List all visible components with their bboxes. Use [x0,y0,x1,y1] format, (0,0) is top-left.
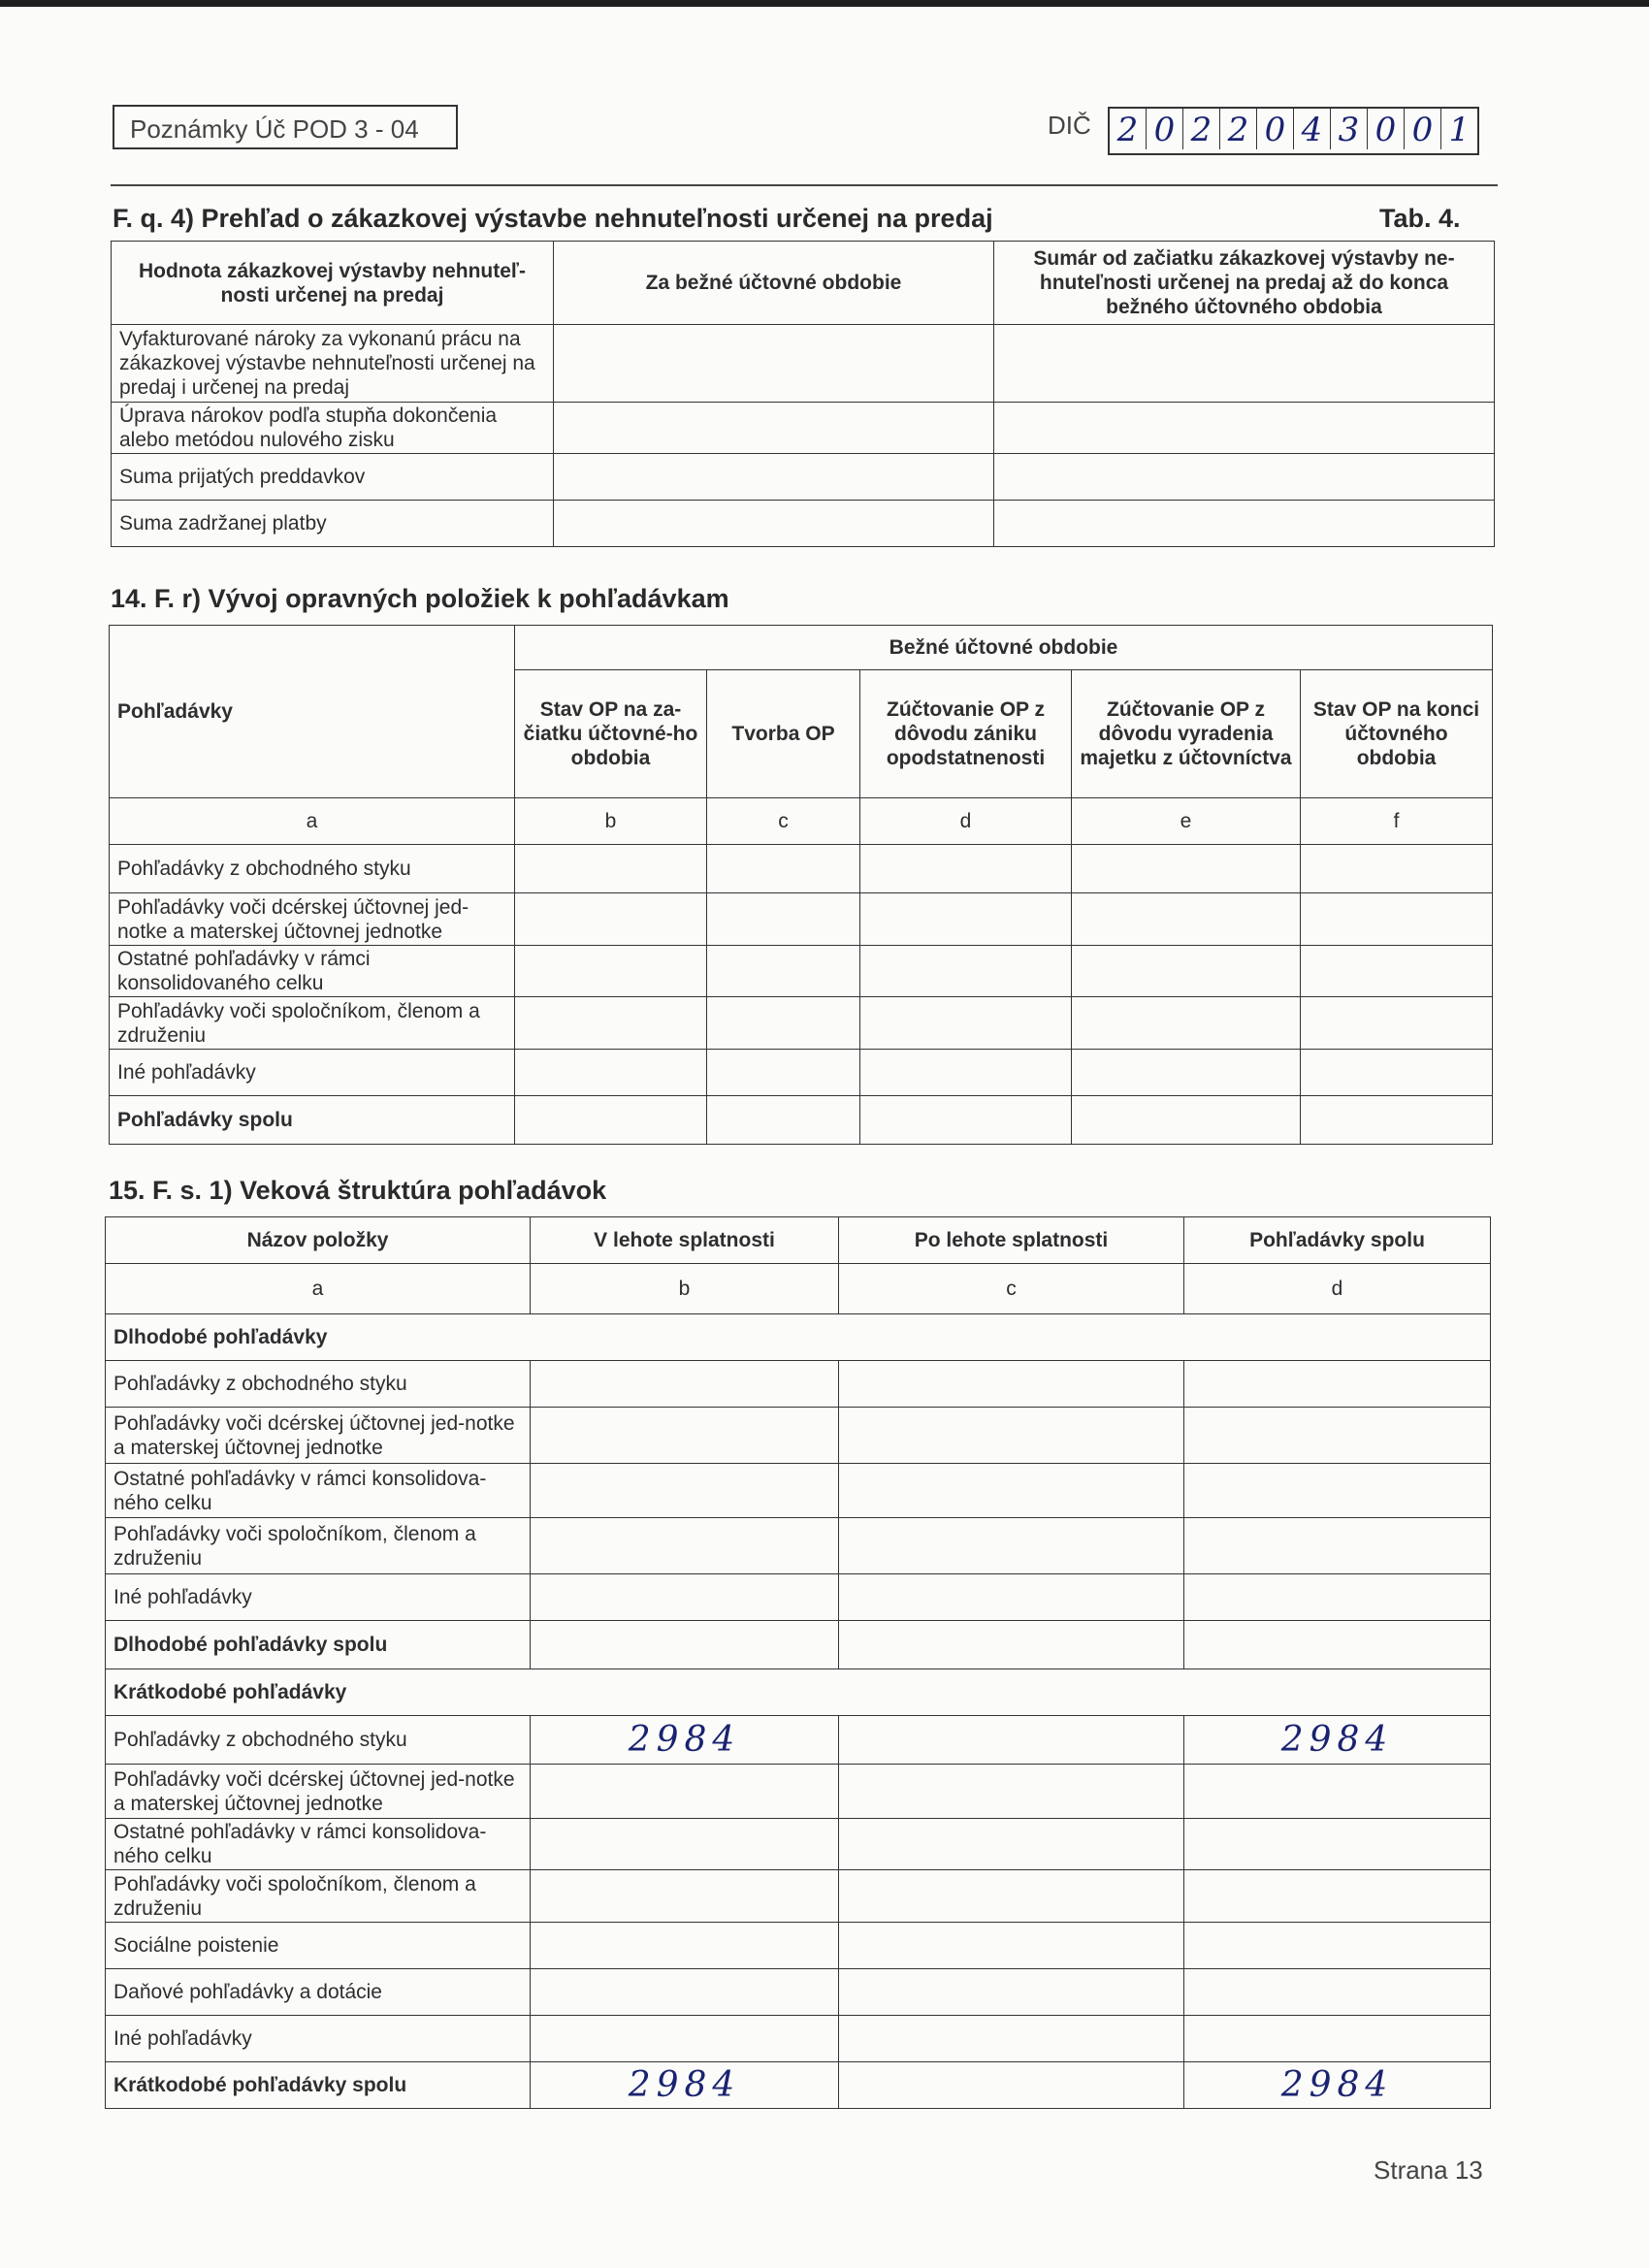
column-header: Za bežné účtovné obdobie [554,242,994,325]
input-cell[interactable] [707,845,860,893]
input-cell[interactable] [1184,1408,1491,1464]
group-heading-long-term: Dlhodobé pohľadávky [106,1314,1491,1361]
input-cell[interactable] [707,997,860,1050]
column-letter: b [531,1264,839,1314]
row-label: Pohľadávky z obchodného styku [106,1716,531,1765]
input-cell[interactable] [554,403,994,454]
total-row-label: Dlhodobé pohľadávky spolu [106,1621,531,1669]
table-aging [105,1216,1491,2109]
section-4-title: F. q. 4) Prehľad o zákazkovej výstavbe nehnuteľnosti určenej na predaj [113,204,993,233]
column-letter: a [106,1264,531,1314]
dic-digit: 0 [1405,109,1441,149]
column-header: Sumár od začiatku zákazkovej výstavby ne-hnuteľnosti určenej na predaj až do konca bežného účtovného obdobia [994,242,1495,325]
section-14-title: 14. F. r) Vývoj opravných položiek k pohľadávkam [111,584,729,613]
row-label: Pohľadávky voči spoločníkom, členom a združeniu [106,1518,531,1574]
input-cell[interactable] [1072,845,1301,893]
input-cell[interactable] [707,1096,860,1145]
row-label: Úprava nárokov podľa stupňa dokončenia alebo metódou nulového zisku [112,403,554,454]
input-cell[interactable] [531,1870,839,1923]
input-cell[interactable] [531,1923,839,1969]
input-cell[interactable] [531,1574,839,1621]
input-cell[interactable] [839,1923,1184,1969]
column-header: Po lehote splatnosti [839,1217,1184,1264]
input-cell[interactable] [1072,946,1301,997]
column-letter: f [1301,798,1493,845]
dic-digit: 4 [1294,109,1331,149]
dic-digit: 1 [1448,111,1471,149]
input-cell[interactable] [839,2016,1184,2062]
input-cell[interactable] [531,1464,839,1518]
handwritten-value[interactable]: 2984 [531,2062,839,2109]
row-label: Pohľadávky z obchodného styku [106,1361,531,1408]
handwritten-value[interactable]: 2984 [1184,2062,1491,2109]
input-cell[interactable] [1184,1819,1491,1870]
input-cell[interactable] [1184,1574,1491,1621]
input-cell[interactable] [707,946,860,997]
input-cell[interactable] [531,1765,839,1819]
input-cell[interactable] [531,1361,839,1408]
column-letter: d [1184,1264,1491,1314]
column-header: Stav OP na konci účtovného obdobia [1301,670,1493,798]
column-header: Stav OP na za-čiatku účtovné-ho obdobia [515,670,707,798]
tab-number: Tab. 4. [1379,204,1461,233]
input-cell[interactable] [1301,893,1493,946]
input-cell[interactable] [1072,1050,1301,1096]
dic-digit: 2 [1110,109,1147,149]
input-cell[interactable] [1184,1464,1491,1518]
input-cell[interactable] [839,1518,1184,1574]
input-cell[interactable] [839,1574,1184,1621]
document-title: Poznámky Úč POD 3 - 04 [113,105,458,149]
header-divider [111,184,1498,186]
input-cell[interactable] [1072,1096,1301,1145]
row-label: Vyfakturované nároky za vykonanú prácu na zákazkovej výstavbe nehnuteľnosti určenej na predaj i určenej na predaj [112,325,554,403]
input-cell[interactable] [1184,1361,1491,1408]
column-header: Zúčtovanie OP z dôvodu zániku opodstatnenosti [860,670,1072,798]
input-cell[interactable] [1184,1518,1491,1574]
input-cell[interactable] [1301,946,1493,997]
scan-top-edge [0,0,1649,7]
input-cell[interactable] [531,1518,839,1574]
input-cell[interactable] [860,845,1072,893]
input-cell[interactable] [531,1969,839,2016]
total-row-label: Krátkodobé pohľadávky spolu [106,2062,531,2109]
table-construction [111,241,1495,547]
column-header: V lehote splatnosti [531,1217,839,1264]
input-cell[interactable] [515,946,707,997]
input-cell[interactable] [994,403,1495,454]
dic-digit: 0 [1147,109,1183,149]
row-label: Iné pohľadávky [110,1050,515,1096]
column-header: Hodnota zákazkovej výstavby nehnuteľ-nosti určenej na predaj [112,242,554,325]
table-allowances [109,625,1493,1145]
input-cell[interactable] [1301,1096,1493,1145]
total-row-label: Pohľadávky spolu [110,1096,515,1145]
input-cell[interactable] [860,1050,1072,1096]
input-cell[interactable] [994,454,1495,501]
row-label: Iné pohľadávky [106,2016,531,2062]
row-label: Pohľadávky z obchodného styku [110,845,515,893]
input-cell[interactable] [839,1969,1184,2016]
input-cell[interactable] [1184,2016,1491,2062]
row-label: Ostatné pohľadávky v rámci konsolidovaného celku [110,946,515,997]
input-cell[interactable] [860,893,1072,946]
input-cell[interactable] [1184,1870,1491,1923]
input-cell[interactable] [860,1096,1072,1145]
input-cell[interactable] [554,325,994,403]
input-cell[interactable] [1184,1621,1491,1669]
input-cell[interactable] [515,997,707,1050]
dic-number-boxes [1108,107,1479,155]
input-cell[interactable] [860,946,1072,997]
input-cell[interactable] [839,1716,1184,1765]
input-cell[interactable] [839,1361,1184,1408]
section-15-title: 15. F. s. 1) Veková štruktúra pohľadávok [109,1176,607,1205]
input-cell[interactable] [1301,845,1493,893]
input-cell[interactable] [839,1408,1184,1464]
column-letter: c [839,1264,1184,1314]
input-cell[interactable] [707,1050,860,1096]
input-cell[interactable] [839,1819,1184,1870]
input-cell[interactable] [839,2062,1184,2109]
row-label: Suma zadržanej platby [112,501,554,547]
input-cell[interactable] [1301,997,1493,1050]
input-cell[interactable] [1301,1050,1493,1096]
row-label: Pohľadávky voči dcérskej účtovnej jed-notke a materskej účtovnej jednotke [106,1408,531,1464]
group-header: Bežné účtovné obdobie [515,626,1493,670]
row-label: Suma prijatých preddavkov [112,454,554,501]
group-heading-short-term: Krátkodobé pohľadávky [106,1669,1491,1716]
column-header: Pohľadávky spolu [1184,1217,1491,1264]
input-cell[interactable] [1072,893,1301,946]
input-cell[interactable] [554,501,994,547]
column-header: Tvorba OP [707,670,860,798]
row-label: Pohľadávky voči spoločníkom, členom a združeniu [110,997,515,1050]
row-label: Pohľadávky voči dcérskej účtovnej jed-notke a materskej účtovnej jednotke [106,1765,531,1819]
input-cell[interactable] [515,1096,707,1145]
row-label: Pohľadávky voči dcérskej účtovnej jed-notke a materskej účtovnej jednotke [110,893,515,946]
input-cell[interactable] [994,501,1495,547]
dic-label: DIČ [1048,111,1091,140]
column-letter: d [860,798,1072,845]
row-label: Ostatné pohľadávky v rámci konsolidova-ného celku [106,1464,531,1518]
input-cell[interactable] [554,454,994,501]
dic-digit: 0 [1257,109,1294,149]
input-cell[interactable] [1184,1923,1491,1969]
row-label: Iné pohľadávky [106,1574,531,1621]
input-cell[interactable] [1184,1969,1491,2016]
row-label: Daňové pohľadávky a dotácie [106,1969,531,2016]
input-cell[interactable] [515,845,707,893]
handwritten-value[interactable]: 2984 [531,1716,839,1765]
dic-digit: 3 [1331,109,1368,149]
input-cell[interactable] [839,1870,1184,1923]
row-label: Ostatné pohľadávky v rámci konsolidova-ného celku [106,1819,531,1870]
input-cell[interactable] [531,1819,839,1870]
input-cell[interactable] [531,1621,839,1669]
column-letter: a [110,798,515,845]
input-cell[interactable] [1184,1765,1491,1819]
input-cell[interactable] [839,1621,1184,1669]
input-cell[interactable] [515,893,707,946]
row-label: Sociálne poistenie [106,1923,531,1969]
row-label: Pohľadávky voči spoločníkom, členom a združeniu [106,1870,531,1923]
column-header: Názov položky [106,1217,531,1264]
dic-digit: 2 [1220,109,1257,149]
dic-digit: 0 [1368,109,1405,149]
row-header: Pohľadávky [110,626,515,798]
column-letter: c [707,798,860,845]
input-cell[interactable] [839,1464,1184,1518]
column-letter: e [1072,798,1301,845]
column-header: Zúčtovanie OP z dôvodu vyradenia majetku z účtovníctva [1072,670,1301,798]
handwritten-value[interactable]: 2984 [1184,1716,1491,1765]
column-letter: b [515,798,707,845]
input-cell[interactable] [531,1408,839,1464]
input-cell[interactable] [860,997,1072,1050]
input-cell[interactable] [515,1050,707,1096]
page-number: Strana 13 [1374,2155,1483,2185]
input-cell[interactable] [839,1765,1184,1819]
input-cell[interactable] [1072,997,1301,1050]
input-cell[interactable] [531,2016,839,2062]
input-cell[interactable] [707,893,860,946]
input-cell[interactable] [994,325,1495,403]
dic-digit: 2 [1183,109,1220,149]
